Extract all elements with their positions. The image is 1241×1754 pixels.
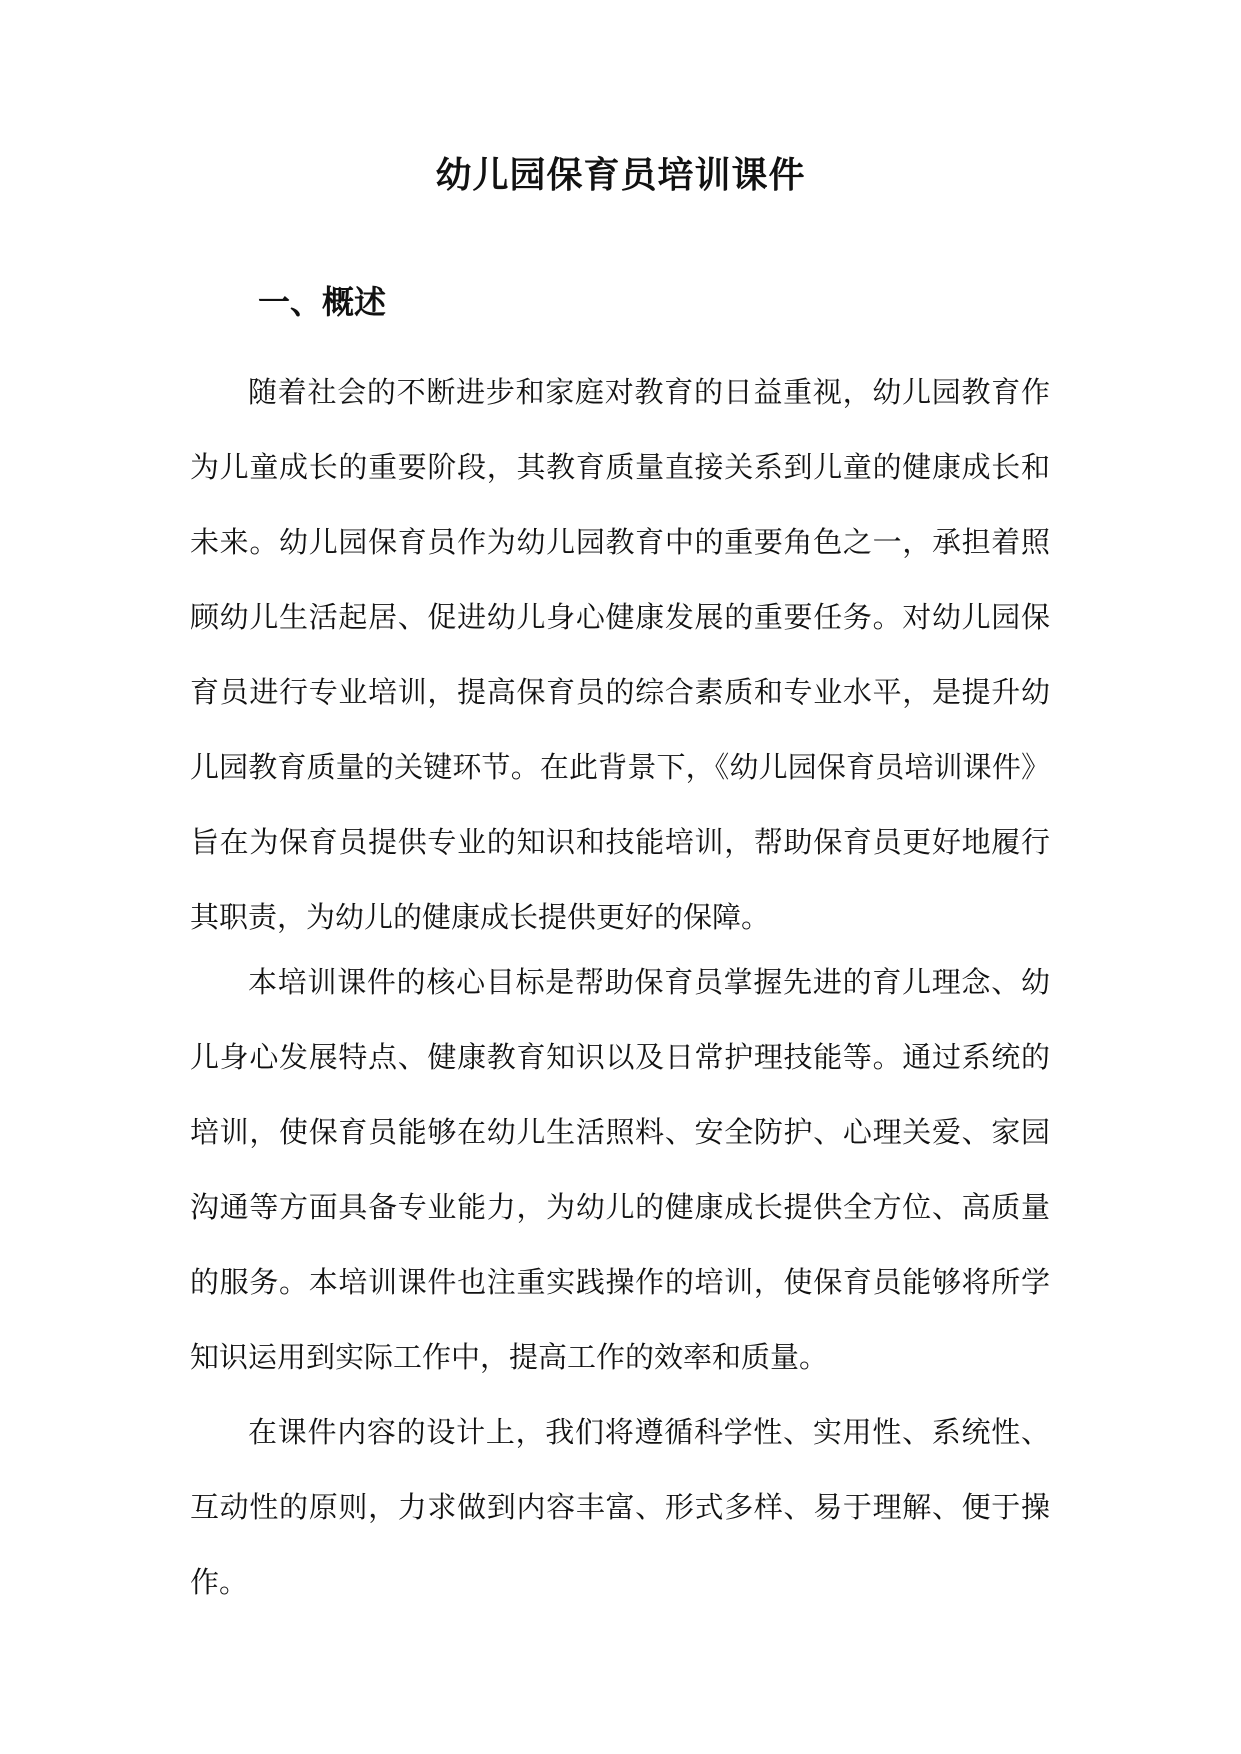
body-paragraph-design: 在课件内容的设计上，我们将遵循科学性、实用性、系统性、互动性的原则，力求做到内容丰富、形式多样、易于理解、便于操作。 bbox=[190, 1415, 1050, 1599]
body-paragraph-overview: 随着社会的不断进步和家庭对教育的日益重视，幼儿园教育作为儿童成长的重要阶段，其教育质量直接关系到儿童的健康成长和未来。幼儿园保育员作为幼儿园教育中的重要角色之一，承担着照顾幼儿生活起居、促进幼儿身心健康发展的重要任务。对幼儿园保育员进行专业培训，提高保育员的综合素质和专业水平，是提升幼儿园教育质量的关键环节。在此背景下，《幼儿园保育员培训课件》旨在为保育员提供专业的知识和技能培训，帮助保育员更好地履行其职责，为幼儿的健康成长提供更好的保障。 bbox=[190, 375, 1050, 934]
document-title: 幼儿园保育员培训课件 bbox=[435, 154, 806, 196]
section-heading: 一、概述 bbox=[258, 283, 387, 321]
body-paragraph-goals: 本培训课件的核心目标是帮助保育员掌握先进的育儿理念、幼儿身心发展特点、健康教育知识以及日常护理技能等。通过系统的培训，使保育员能够在幼儿生活照料、安全防护、心理关爱、家园沟通等方面具备专业能力，为幼儿的健康成长提供全方位、高质量的服务。本培训课件也注重实践操作的培训，使保育员能够将所学知识运用到实际工作中，提高工作的效率和质量。 bbox=[190, 965, 1050, 1374]
